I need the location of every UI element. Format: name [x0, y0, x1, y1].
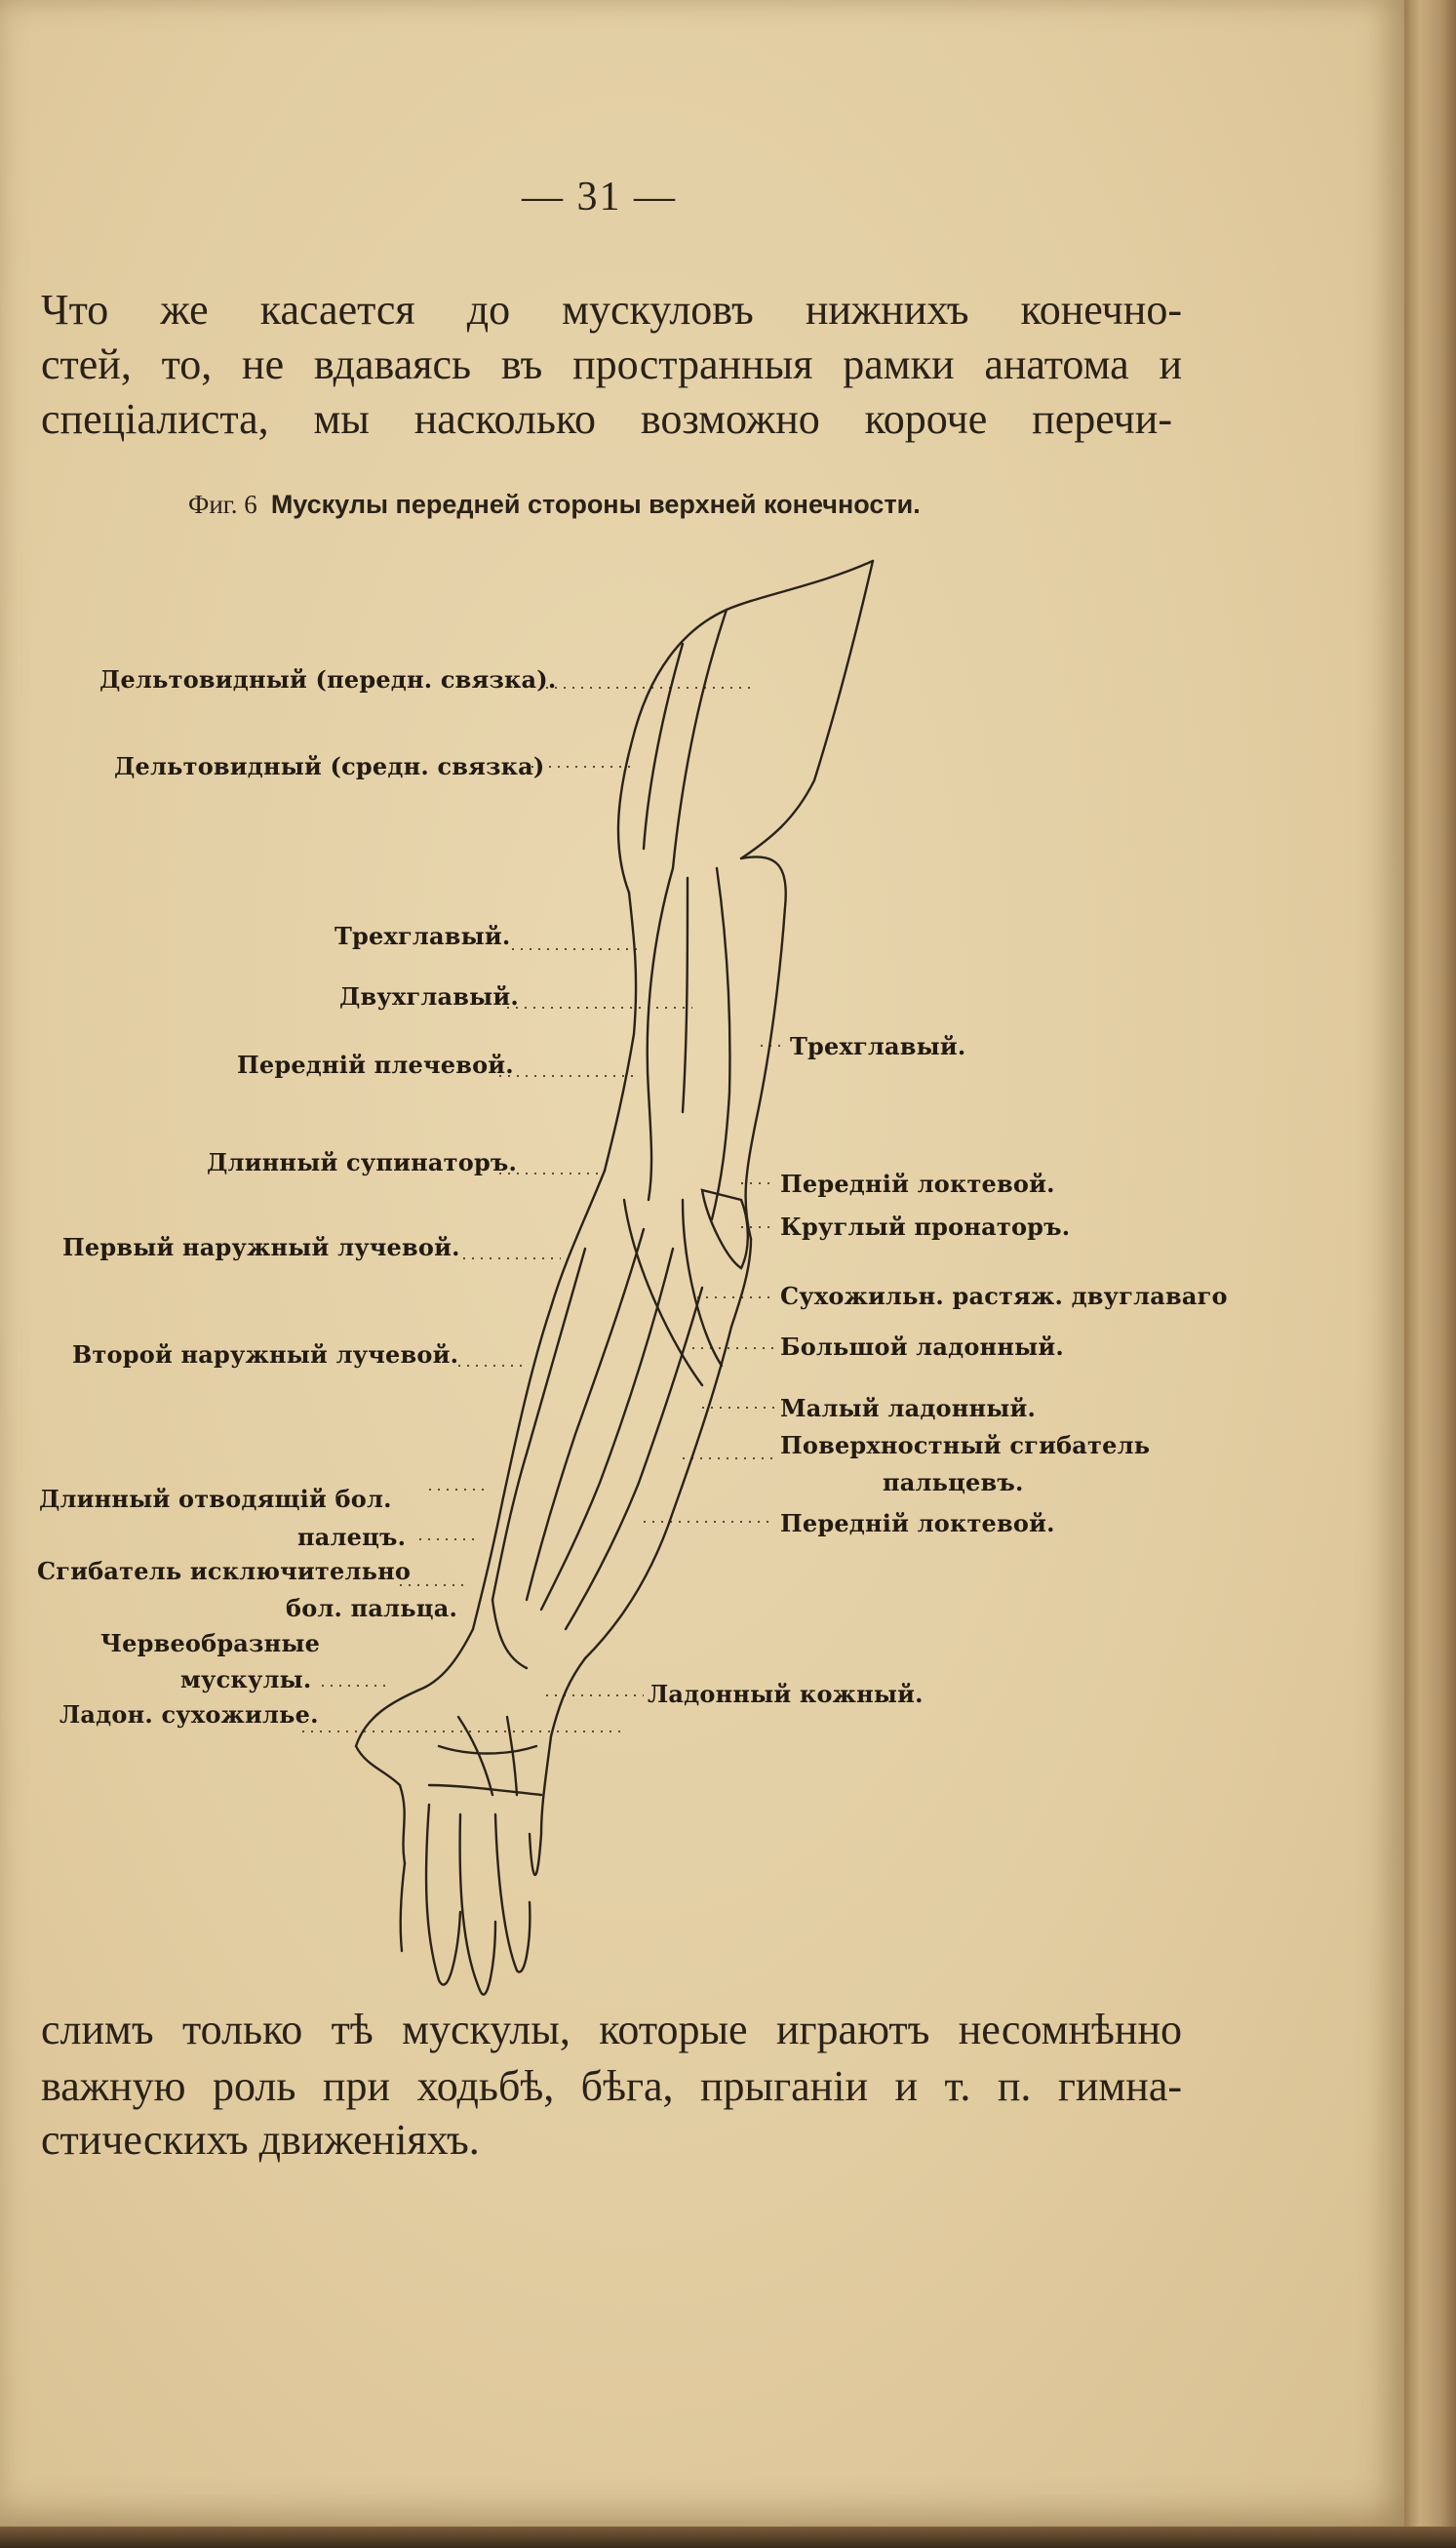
page-edge — [1404, 0, 1456, 2548]
label-flexor-digitorum-1: Поверхностный сгибатель — [780, 1431, 1151, 1459]
page-bottom-edge — [0, 2527, 1456, 2548]
page-number: — 31 — — [522, 175, 677, 219]
label-lumbricals-1: Червеобразные — [100, 1629, 321, 1657]
label-lumbricals-2: мускулы. — [180, 1665, 312, 1693]
paragraph-line: важную роль при ходьбѣ, бѣга, прыганiи и т. п. гимна- — [41, 2062, 1182, 2110]
label-ext-carpi-radialis-longus: Первый наружный лучевой. — [62, 1233, 460, 1261]
label-pronator-teres: Круглый пронаторъ. — [780, 1213, 1071, 1241]
label-deltoid-anterior: Дельтовидный (передн. связка). — [99, 665, 557, 694]
label-anconeus: Переднiй локтевой. — [780, 1170, 1055, 1198]
paragraph-line: Что же касается до мускуловъ нижнихъ конечно- — [41, 286, 1182, 334]
label-triceps-right: Трехглавый. — [790, 1032, 966, 1060]
paragraph-line: стическихъ движенiяхъ. — [41, 2116, 480, 2164]
label-flexor-carpi-ulnaris: Переднiй локтевой. — [780, 1509, 1055, 1537]
paragraph-line: спеціалиста, мы насколько возможно короче перечи- — [41, 395, 1172, 443]
label-ext-carpi-radialis-brevis: Второй наружный лучевой. — [72, 1340, 459, 1369]
label-biceps: Двухглавый. — [339, 982, 519, 1011]
label-flexor-pollicis-1: Сгибатель исключительно — [37, 1557, 412, 1585]
label-flexor-pollicis-2: бол. пальца. — [286, 1594, 458, 1622]
label-deltoid-middle: Дельтовидный (средн. связка) — [114, 752, 545, 780]
paragraph-line: стей, то, не вдаваясь въ пространныя рамки анатома и — [41, 340, 1182, 388]
label-brachialis: Переднiй плечевой. — [237, 1051, 514, 1079]
label-palmar-aponeurosis: Ладон. сухожилье. — [59, 1700, 319, 1729]
label-triceps-left: Трехглавый. — [334, 922, 511, 950]
figure-title: Мускулы передней стороны верхней конечности. — [270, 490, 921, 519]
label-flexor-digitorum-2: пальцевъ. — [883, 1468, 1024, 1496]
paragraph-line: слимъ только тѣ мускулы, которые играютъ несомнѣнно — [41, 2006, 1182, 2053]
label-abductor-pollicis-1: Длинный отводящій бол. — [39, 1485, 392, 1513]
label-palmaris-brevis: Ладонный кожный. — [648, 1680, 924, 1708]
label-flexor-carpi-radialis: Большой ладонный. — [780, 1333, 1064, 1361]
figure-number: Фиг. 6 — [188, 490, 257, 519]
label-brachioradialis: Длинный супинаторъ. — [207, 1148, 518, 1176]
label-palmaris-longus: Малый ладонный. — [780, 1394, 1037, 1422]
label-abductor-pollicis-2: палецъ. — [297, 1523, 407, 1551]
label-bicipital-aponeurosis: Сухожильн. растяж. двуглаваго — [780, 1282, 1228, 1310]
